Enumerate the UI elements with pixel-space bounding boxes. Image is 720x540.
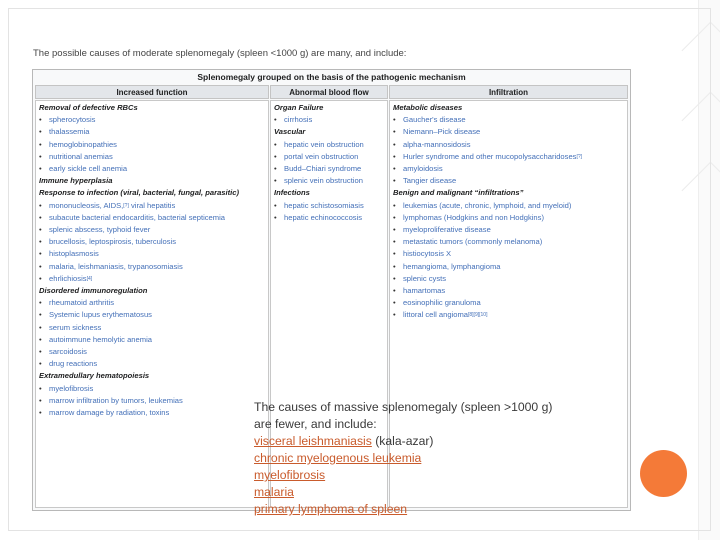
cause-text: marrow infiltration by tumors, leukemias: [49, 395, 183, 405]
cause-list-item[interactable]: [393, 286, 445, 296]
column-header-abnormal-blood-flow: Abnormal blood flow: [270, 85, 388, 99]
cause-text: autoimmune hemolytic anemia: [49, 334, 152, 344]
cause-text: splenic abscess, typhoid fever: [49, 225, 151, 234]
cause-text: histoplasmosis: [49, 249, 99, 259]
cause-list-item[interactable]: [39, 396, 183, 406]
cause-text: Disordered immunoregulation: [39, 286, 148, 295]
bullet-icon: •: [39, 249, 42, 259]
cause-text: mononucleosis, AIDS,: [49, 200, 124, 210]
bullet-icon: •: [393, 261, 396, 271]
cause-list-item[interactable]: [39, 152, 113, 162]
category-heading: [39, 371, 149, 381]
bullet-icon: •: [393, 310, 396, 320]
cause-text: rheumatoid arthritis: [49, 298, 114, 308]
cause-text: metastatic tumors (commonly melanoma): [403, 237, 543, 247]
category-heading: [393, 188, 523, 198]
cause-text: Vascular: [274, 127, 306, 137]
cause-text: portal vein obstruction: [284, 151, 359, 161]
bullet-icon: •: [39, 115, 42, 125]
overlay-link-row: [254, 450, 552, 467]
cause-list-item[interactable]: [393, 140, 471, 150]
cause-list-item[interactable]: [39, 408, 169, 418]
cause-text: thalassemia: [49, 127, 90, 137]
category-heading: [274, 127, 305, 137]
bullet-icon: •: [393, 164, 396, 173]
cause-link[interactable]: visceral leishmaniasis: [254, 434, 372, 448]
cause-link[interactable]: chronic myelogenous leukemia: [254, 451, 422, 465]
cause-list-item[interactable]: [39, 127, 90, 137]
bullet-icon: •: [274, 200, 277, 210]
cause-list-item[interactable]: [39, 347, 87, 357]
cause-list-item[interactable]: [39, 323, 101, 333]
cause-list-item[interactable]: [274, 164, 361, 174]
cause-text: marrow damage by radiation, toxins: [49, 408, 170, 417]
bullet-icon: •: [393, 237, 396, 247]
cause-list-item[interactable]: [39, 249, 99, 259]
cause-text: hemangioma, lymphangioma: [403, 261, 501, 271]
cause-text: viral hepatitis: [128, 200, 176, 210]
bullet-icon: •: [39, 395, 42, 405]
cause-list-item[interactable]: [393, 310, 487, 320]
cause-list-item[interactable]: [274, 176, 363, 186]
cause-list-item[interactable]: [39, 213, 225, 223]
bullet-icon: •: [39, 334, 42, 344]
bullet-icon: •: [274, 164, 277, 173]
cause-list-item[interactable]: [39, 262, 183, 272]
overlay-link-row: [254, 484, 552, 501]
category-heading: [39, 103, 138, 113]
bullet-icon: •: [39, 383, 42, 393]
bullet-icon: •: [39, 408, 42, 417]
category-heading: [393, 103, 462, 113]
cause-list-item[interactable]: [39, 359, 97, 369]
cause-text: spherocytosis: [49, 115, 96, 125]
massive-splenomegaly-text: [254, 399, 552, 518]
bullet-icon: •: [393, 225, 396, 234]
cause-text: hepatic echinococcosis: [284, 212, 363, 222]
bullet-icon: •: [393, 151, 396, 161]
cause-list-item[interactable]: [39, 237, 176, 247]
cause-list-item[interactable]: [39, 298, 114, 308]
cause-list-item[interactable]: [274, 213, 362, 223]
column-increased-function: [35, 100, 269, 508]
cause-list-item[interactable]: [393, 176, 456, 186]
cause-text: nutritional anemias: [49, 151, 113, 161]
citation-superscript[interactable]: [?]: [576, 153, 583, 160]
bullet-icon: •: [39, 310, 42, 320]
bullet-icon: •: [39, 347, 42, 356]
overlay-link-row: [254, 433, 552, 450]
bullet-icon: •: [393, 249, 396, 259]
cause-text: subacute bacterial endocarditis, bacterial septicemia: [49, 212, 226, 222]
overlay-link-row: [254, 501, 552, 518]
bullet-icon: •: [39, 359, 42, 369]
cause-list-item[interactable]: [274, 140, 364, 150]
cause-list-item[interactable]: [39, 310, 152, 320]
category-heading: [39, 188, 239, 198]
overlay-line-2: are fewer, and include:: [254, 417, 377, 431]
category-heading: [39, 176, 112, 186]
cause-list-item[interactable]: [393, 262, 501, 272]
bullet-icon: •: [39, 273, 42, 283]
citation-superscript[interactable]: [?]: [123, 202, 129, 209]
cause-text: Extramedullary hematopoiesis: [39, 371, 150, 381]
cause-text: Gaucher's disease: [403, 115, 466, 125]
cause-link[interactable]: malaria: [254, 485, 294, 499]
category-heading: [39, 286, 147, 296]
cause-list-item[interactable]: [393, 237, 542, 247]
cause-text: eosinophilic granuloma: [403, 298, 481, 308]
cause-list-item[interactable]: [393, 249, 451, 259]
bullet-icon: •: [39, 298, 42, 308]
cause-text: hamartomas: [403, 286, 446, 295]
cause-text: cirrhosis: [284, 115, 313, 125]
citation-superscript[interactable]: [8][9][10]: [468, 312, 488, 319]
column-header-infiltration: Infiltration: [389, 85, 628, 99]
bullet-icon: •: [274, 212, 277, 222]
cause-text: Response to infection (viral, bacterial, fungal, parasitic): [39, 188, 240, 198]
bullet-icon: •: [274, 139, 277, 149]
cause-text: splenic cysts: [403, 273, 447, 283]
cause-text: Hurler syndrome and other mucopolysaccharidoses: [403, 151, 577, 161]
cause-text: hepatic schistosomiasis: [284, 200, 364, 210]
bullet-icon: •: [39, 212, 42, 222]
intro-text: The possible causes of moderate splenomegaly (spleen <1000 g) are many, and include:: [33, 48, 407, 59]
cause-text: Immune hyperplasia: [39, 176, 113, 186]
bullet-icon: •: [274, 176, 277, 186]
cause-link[interactable]: myelofibrosis: [254, 468, 326, 482]
column-header-increased-function: Increased function: [35, 85, 269, 99]
bullet-icon: •: [393, 273, 396, 283]
cause-text: Infections: [274, 188, 310, 198]
cause-list-item[interactable]: [39, 335, 152, 345]
decorative-orange-circle: [640, 450, 687, 497]
cause-text: ehrlichiosis: [49, 273, 87, 283]
bullet-icon: •: [393, 298, 396, 308]
cause-list-item[interactable]: [274, 152, 358, 162]
cause-text: Organ Failure: [274, 103, 324, 112]
cause-list-item[interactable]: [274, 201, 364, 211]
bullet-icon: •: [39, 139, 42, 149]
bullet-icon: •: [39, 237, 42, 247]
cause-text: Budd–Chiari syndrome: [284, 164, 362, 173]
bullet-icon: •: [393, 115, 396, 125]
bullet-icon: •: [39, 200, 42, 210]
cause-text: brucellosis, leptospirosis, tuberculosis: [49, 237, 177, 247]
cause-link[interactable]: primary lymphoma of spleen: [254, 502, 408, 516]
cause-list-item[interactable]: [39, 274, 92, 284]
cause-text: hepatic vein obstruction: [284, 139, 364, 149]
cause-list-item[interactable]: [39, 115, 95, 125]
citation-superscript[interactable]: [4]: [86, 275, 93, 282]
cause-list-item[interactable]: [393, 201, 571, 211]
cause-text: Metabolic diseases: [393, 103, 463, 112]
cause-list-item[interactable]: [393, 152, 582, 162]
cause-list-item[interactable]: [393, 164, 443, 174]
cause-text: histiocytosis X: [403, 249, 452, 259]
bullet-icon: •: [274, 115, 277, 125]
overlay-link-list: [254, 433, 552, 518]
bullet-icon: •: [393, 286, 396, 295]
cause-text: lymphomas (Hodgkins and non Hodgkins): [403, 212, 544, 222]
cause-text: hemoglobinopathies: [49, 139, 117, 149]
bullet-icon: •: [393, 176, 396, 186]
cause-text: myeloproliferative disease: [403, 225, 491, 234]
cause-list-item[interactable]: [393, 213, 544, 223]
cause-text: Systemic lupus erythematosus: [49, 310, 152, 320]
overlay-line-1: The causes of massive splenomegaly (spleen >1000 g): [254, 400, 553, 414]
overlay-link-row: [254, 467, 552, 484]
bullet-icon: •: [39, 261, 42, 271]
bullet-icon: •: [274, 151, 277, 161]
cause-list-item[interactable]: [393, 127, 480, 137]
cause-list-item[interactable]: [39, 225, 150, 235]
cause-text: early sickle cell anemia: [49, 164, 128, 173]
cause-list-item[interactable]: [393, 298, 481, 308]
cause-text: splenic vein obstruction: [284, 176, 363, 186]
cause-list-item[interactable]: [39, 140, 117, 150]
cause-text: sarcoidosis: [49, 347, 87, 356]
cause-text: Tangier disease: [403, 176, 457, 186]
category-heading: [274, 188, 310, 198]
cause-text: Benign and malignant “infiltrations”: [393, 188, 524, 198]
cause-list-item[interactable]: [39, 164, 127, 174]
cause-text: amyloidosis: [403, 164, 443, 173]
cause-list-item[interactable]: [39, 384, 93, 394]
cause-text: littoral cell angioma: [403, 310, 468, 320]
bullet-icon: •: [393, 139, 396, 149]
cause-text: malaria, leishmaniasis, trypanosomiasis: [49, 261, 183, 271]
cause-list-item[interactable]: [393, 225, 491, 235]
cause-text: Niemann–Pick disease: [403, 127, 481, 137]
category-heading: [274, 103, 323, 113]
table-caption: Splenomegaly grouped on the basis of the pathogenic mechanism: [197, 72, 466, 82]
cause-text: Removal of defective RBCs: [39, 103, 138, 112]
cause-text: leukemias (acute, chronic, lymphoid, and myeloid): [403, 200, 572, 210]
bullet-icon: •: [39, 164, 42, 173]
bullet-icon: •: [39, 127, 42, 137]
bullet-icon: •: [39, 322, 42, 332]
bullet-icon: •: [393, 212, 396, 222]
cause-text: alpha-mannosidosis: [403, 139, 471, 149]
cause-list-item[interactable]: [39, 201, 175, 211]
cause-text: drug reactions: [49, 359, 98, 369]
bullet-icon: •: [39, 225, 42, 234]
bullet-icon: •: [39, 151, 42, 161]
cause-list-item[interactable]: [393, 274, 446, 284]
bullet-icon: •: [393, 200, 396, 210]
cause-note: (kala-azar): [371, 434, 434, 448]
cause-text: serum sickness: [49, 322, 102, 332]
cause-list-item[interactable]: [393, 115, 466, 125]
cause-list-item[interactable]: [274, 115, 312, 125]
cause-text: myelofibrosis: [49, 383, 94, 393]
bullet-icon: •: [393, 127, 396, 137]
